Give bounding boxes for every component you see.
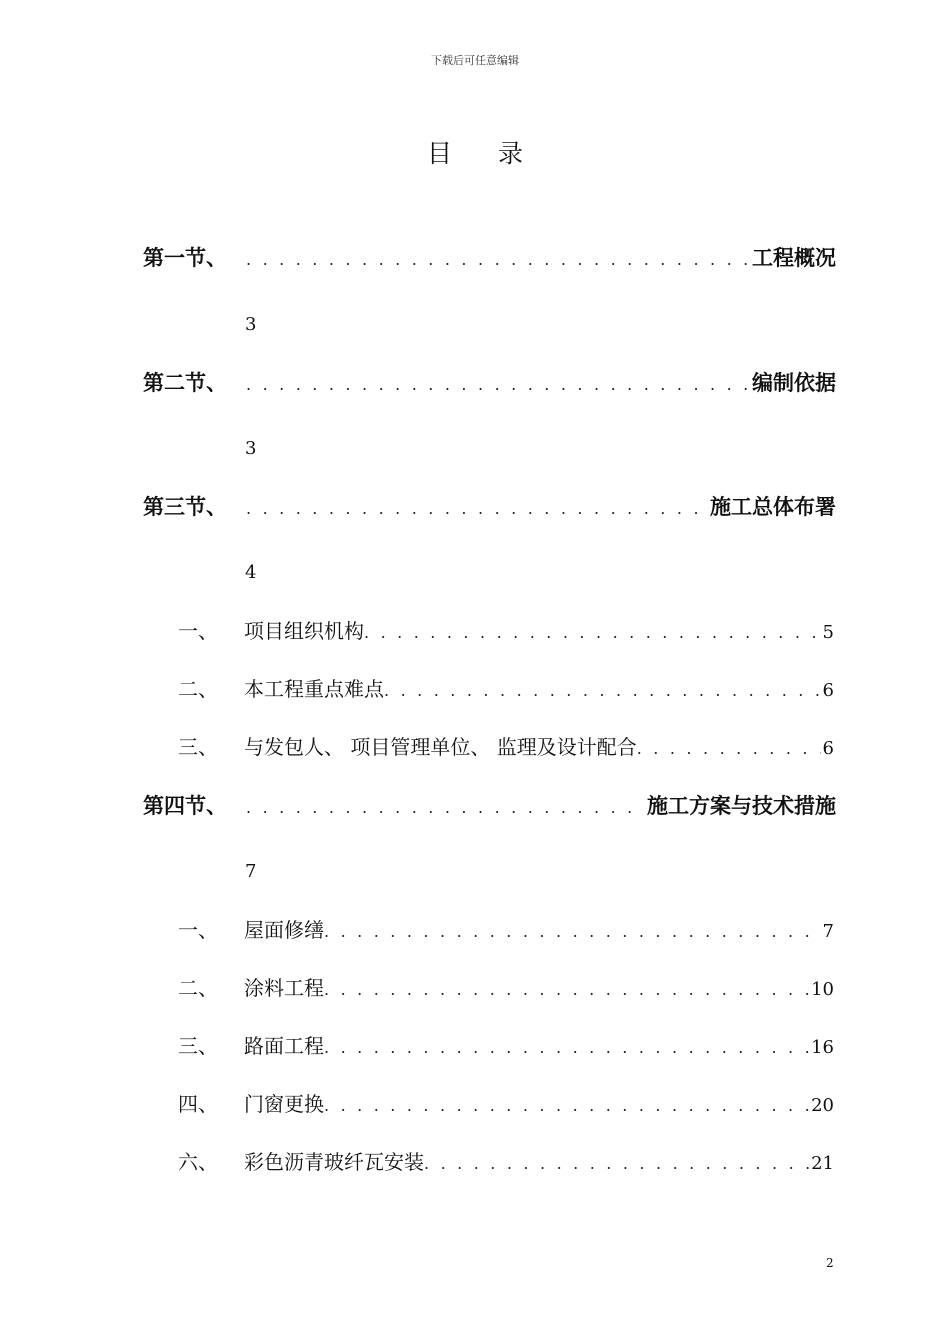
section-title: 工程概况 [752,246,836,270]
section-leader-line [246,366,836,400]
dot-leader [324,1031,809,1065]
toc-section-row[interactable] [0,789,950,823]
item-leader-line [244,730,834,764]
item-title: 路面工程 [244,1034,324,1058]
toc-item-row[interactable] [0,1145,950,1179]
toc-section-row[interactable] [0,490,950,524]
item-title: 本工程重点难点 [244,677,384,701]
section-label: 第二节、 [143,371,227,395]
item-page-number: 6 [822,738,834,759]
item-leader-line [244,1087,834,1121]
section-label: 第三节、 [143,495,227,519]
dot-leader [384,674,821,708]
section-page-number: 3 [245,438,257,459]
item-leader-line [244,1029,834,1063]
toc-item-row[interactable] [0,1087,950,1121]
item-leader-line [244,614,834,648]
toc-item-row[interactable] [0,971,950,1005]
item-label: 一、 [178,918,218,942]
dot-leader [246,492,706,526]
toc-item-row[interactable] [0,672,950,706]
toc-item-row[interactable] [0,730,950,764]
item-label: 二、 [178,677,218,701]
dot-leader [424,1147,809,1181]
toc-title: 目录 [426,139,569,168]
dot-leader [246,243,748,277]
dot-leader [324,1089,809,1123]
dot-leader [364,616,821,650]
section-leader-line [246,490,836,524]
section-page-number: 7 [245,861,257,882]
header-note: 下载后可任意编辑 [431,54,519,67]
item-title: 项目组织机构 [244,619,364,643]
section-leader-line [246,789,836,823]
toc-item-row[interactable] [0,913,950,947]
item-leader-line [244,672,834,706]
item-title: 门窗更换 [244,1092,324,1116]
item-title: 与发包人、 项目管理单位、 监理及设计配合 [244,735,637,759]
dot-leader [637,732,821,766]
item-label: 三、 [178,1034,218,1058]
section-title: 编制依据 [752,371,836,395]
section-page-number: 4 [245,562,257,583]
item-title: 涂料工程 [244,976,324,1000]
section-leader-line [246,241,836,275]
dot-leader [324,915,821,949]
item-page-number: 20 [811,1095,834,1116]
toc-item-row[interactable] [0,614,950,648]
page-number: 2 [826,1256,834,1270]
item-page-number: 16 [811,1037,834,1058]
dot-leader [246,791,643,825]
toc-item-row[interactable] [0,1029,950,1063]
section-page-number: 3 [245,314,257,335]
item-label: 三、 [178,735,218,759]
section-label: 第一节、 [143,246,227,270]
item-label: 二、 [178,976,218,1000]
item-page-number: 5 [822,622,834,643]
item-page-number: 7 [822,921,834,942]
item-title: 屋面修缮 [244,918,324,942]
section-title: 施工总体布署 [710,495,836,519]
section-title: 施工方案与技术措施 [647,794,836,818]
dot-leader [246,368,748,402]
toc-section-row[interactable] [0,241,950,275]
toc-section-row[interactable] [0,366,950,400]
item-label: 四、 [178,1092,218,1116]
item-page-number: 21 [811,1153,834,1174]
item-leader-line [244,1145,834,1179]
item-page-number: 10 [811,979,834,1000]
item-leader-line [244,913,834,947]
item-leader-line [244,971,834,1005]
section-label: 第四节、 [143,794,227,818]
item-label: 六、 [178,1150,218,1174]
dot-leader [324,973,809,1007]
item-page-number: 6 [822,680,834,701]
item-title: 彩色沥青玻纤瓦安装 [244,1150,424,1174]
item-label: 一、 [178,619,218,643]
